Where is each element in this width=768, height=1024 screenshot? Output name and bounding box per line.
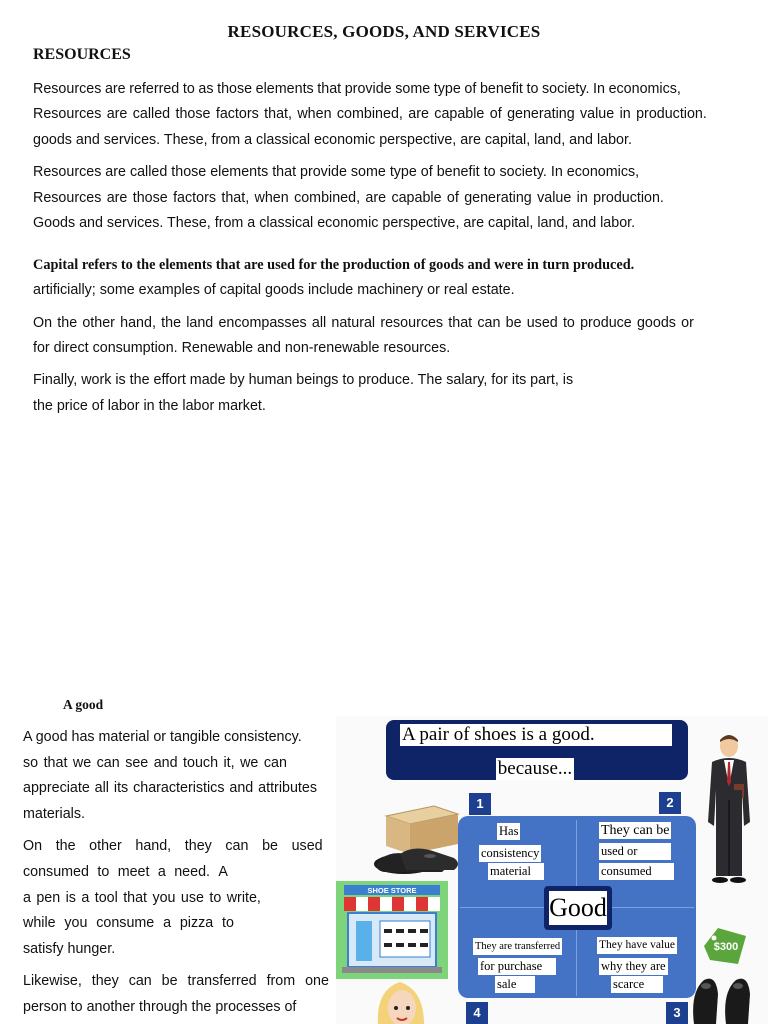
word: consume [96,915,155,931]
paragraph-2-line-1: Resources are called those elements that provide some type of benefit to society. In economics, [33,164,640,180]
word: a [23,890,31,906]
word: that [448,315,473,331]
capital-definition-bold: Capital refers to the elements that are used for the production of goods and were in turn produced. [33,257,635,273]
q3-label-line-1: They have value [597,937,677,954]
word: so [23,755,39,771]
businessman-illustration [700,730,760,908]
good-line-1: A good has material or tangible consistency. [23,729,302,745]
woman-illustration [372,976,430,1024]
word: produce [580,315,632,331]
word: land [186,315,214,331]
banner-text-line-1: A pair of shoes is a good. [400,724,672,746]
word: in [576,190,588,206]
section-heading-resources: RESOURCES [33,46,131,63]
word: Resources [33,81,102,97]
q3-label-line-2: why they are [601,959,666,973]
q1-label-line-1: Has [499,824,519,838]
good-line-3 [23,780,317,796]
paragraph-1-line-1 [33,81,681,97]
badge-number-4: 4 [466,1002,488,1024]
word: characteristics [133,780,225,796]
word: A [218,864,228,880]
word: we [240,755,259,771]
word: appreciate [23,780,90,796]
word: pizza [179,915,214,931]
badge-number-1: 1 [469,793,491,815]
work-line-2: the price of labor in the labor market. [33,398,266,414]
word: generating [507,106,575,122]
store-sign-text: SHOE STORE [367,886,417,895]
section-heading-a-good: A good [63,697,104,712]
word: On [23,838,43,854]
word: combined, [294,190,361,206]
word: are [106,190,128,206]
word: used [526,315,558,331]
word: can [477,315,501,331]
word: see [125,755,149,771]
land-line-1 [33,315,694,331]
badge-number-3: 3 [666,1002,688,1024]
word: those [175,106,211,122]
word: a [163,915,172,931]
word: are [408,106,429,122]
badge-number-2: 2 [659,792,681,814]
q4-label-line-1: They are transferred [473,938,562,955]
word: are [104,81,126,97]
word: factors [173,190,216,206]
word: are [365,190,387,206]
word: elements [255,81,314,97]
word: can [263,755,287,771]
word: In [593,81,605,97]
word: used [291,838,323,854]
word: need. [174,864,210,880]
q4-label-line-2: for purchase [478,958,556,975]
price-tag-text: $300 [713,941,739,953]
word: as [198,81,214,97]
word: you [64,915,88,931]
word: called [132,106,171,122]
good-line-6 [23,864,228,880]
word: can [96,755,120,771]
word: combined, [336,106,403,122]
word: encompasses [218,315,307,331]
word: all [94,780,109,796]
word: value [580,106,615,122]
word: be [161,973,178,989]
word: are [106,106,128,122]
word: to [222,915,234,931]
good-line-9: satisfy hunger. [23,941,116,957]
q2-label-line-1: They can be [601,823,670,838]
word: the [161,315,182,331]
word: those [132,190,168,206]
price-tag-illustration [700,926,748,966]
q4-label-line-3: sale [495,976,535,993]
document-title: RESOURCES, GOODS, AND SERVICES [227,22,541,41]
word: that, [264,106,292,122]
q1-label-line-2: consistency [481,846,540,860]
word: all [311,315,327,331]
awning [344,897,440,911]
word: when [297,106,332,122]
word: those [217,81,253,97]
word: benefit [479,81,523,97]
word: can [225,838,249,854]
work-line-1: Finally, work is the effort made by human beings to produce. The salary, for its part, is [33,372,574,388]
word: a [157,864,166,880]
paragraph-2-line-2 [33,190,664,206]
word: to [562,315,575,331]
q1-label-line-3: material [488,863,544,880]
good-line-11: person to another through the processes of [23,999,297,1015]
word: we [72,755,92,771]
word: to [209,890,222,906]
word: some [395,81,431,97]
good-line-10 [23,973,329,989]
word: write, [226,890,261,906]
word: that [43,755,68,771]
word: value [537,190,572,206]
word: referred [129,81,180,97]
word: to [526,81,539,97]
word: On [33,315,53,331]
word: and [229,780,254,796]
word: Resources [33,190,102,206]
good-line-5 [23,838,349,854]
word: when [254,190,289,206]
word: of [489,106,502,122]
word: Likewise, [23,973,82,989]
word: meet [117,864,150,880]
word: that [317,81,342,97]
word: capable [391,190,442,206]
paragraph-1-line-3: goods and services. These, from a classical economic perspective, are capital, land, and labor. [33,132,632,148]
word: production. [636,106,707,122]
word: economics, [608,81,681,97]
good-line-7 [23,890,261,906]
word: or [681,315,694,331]
capital-definition-rest: artificially; some examples of capital goods include machinery or real estate. [33,282,515,298]
word: a [81,890,90,906]
paragraph-1-line-2 [33,106,707,122]
shoe-store-illustration [336,881,448,979]
word: generating [464,190,532,206]
word: factors [215,106,259,122]
word: you [152,890,176,906]
word: that, [221,190,250,206]
word: provide [344,81,392,97]
word: is [65,890,76,906]
word: pen [36,890,61,906]
word: consumed [23,864,89,880]
word: that [123,890,148,906]
dress-shoes-illustration [686,972,756,1024]
word: they [91,973,119,989]
q2-label-line-2: used or [599,843,671,860]
word: to [182,81,195,97]
word: one [305,973,329,989]
word: be [262,838,278,854]
word: of [446,190,459,206]
word: hand, [120,315,156,331]
good-line-8 [23,915,234,931]
shoe-box-illustration [370,800,464,882]
word: can [128,973,152,989]
land-line-2: for direct consumption. Renewable and non-renewable resources. [33,340,451,356]
word: the [57,315,78,331]
word: goods [636,315,676,331]
word: they [184,838,212,854]
word: while [23,915,56,931]
word: society. [542,81,590,97]
good-line-4: materials. [23,806,85,822]
q2-label-line-3: consumed [599,863,674,880]
word: the [55,838,76,854]
word: other [82,315,115,331]
good-line-2 [23,755,287,771]
word: use [180,890,204,906]
word: tool [94,890,118,906]
word: attributes [258,780,317,796]
word: type [433,81,461,97]
word: touch [183,755,219,771]
paragraph-2-line-3: Goods and services. These, from a classical economic perspective, are capital, land, and labor. [33,215,636,231]
word: resources [380,315,444,331]
word: in [619,106,631,122]
word: its [113,780,129,796]
word: from [266,973,296,989]
word: it, [223,755,235,771]
word: be [505,315,522,331]
word: hand, [135,838,172,854]
center-good-label: Good [549,891,607,925]
word: of [464,81,477,97]
word: to [97,864,110,880]
word: capable [434,106,485,122]
word: transferred [187,973,257,989]
word: other [89,838,122,854]
word: natural [331,315,376,331]
banner-text-line-2: because... [497,758,573,779]
word: Resources [33,106,102,122]
word: and [153,755,178,771]
word: production. [593,190,664,206]
q3-label-line-3: scarce [611,976,663,993]
